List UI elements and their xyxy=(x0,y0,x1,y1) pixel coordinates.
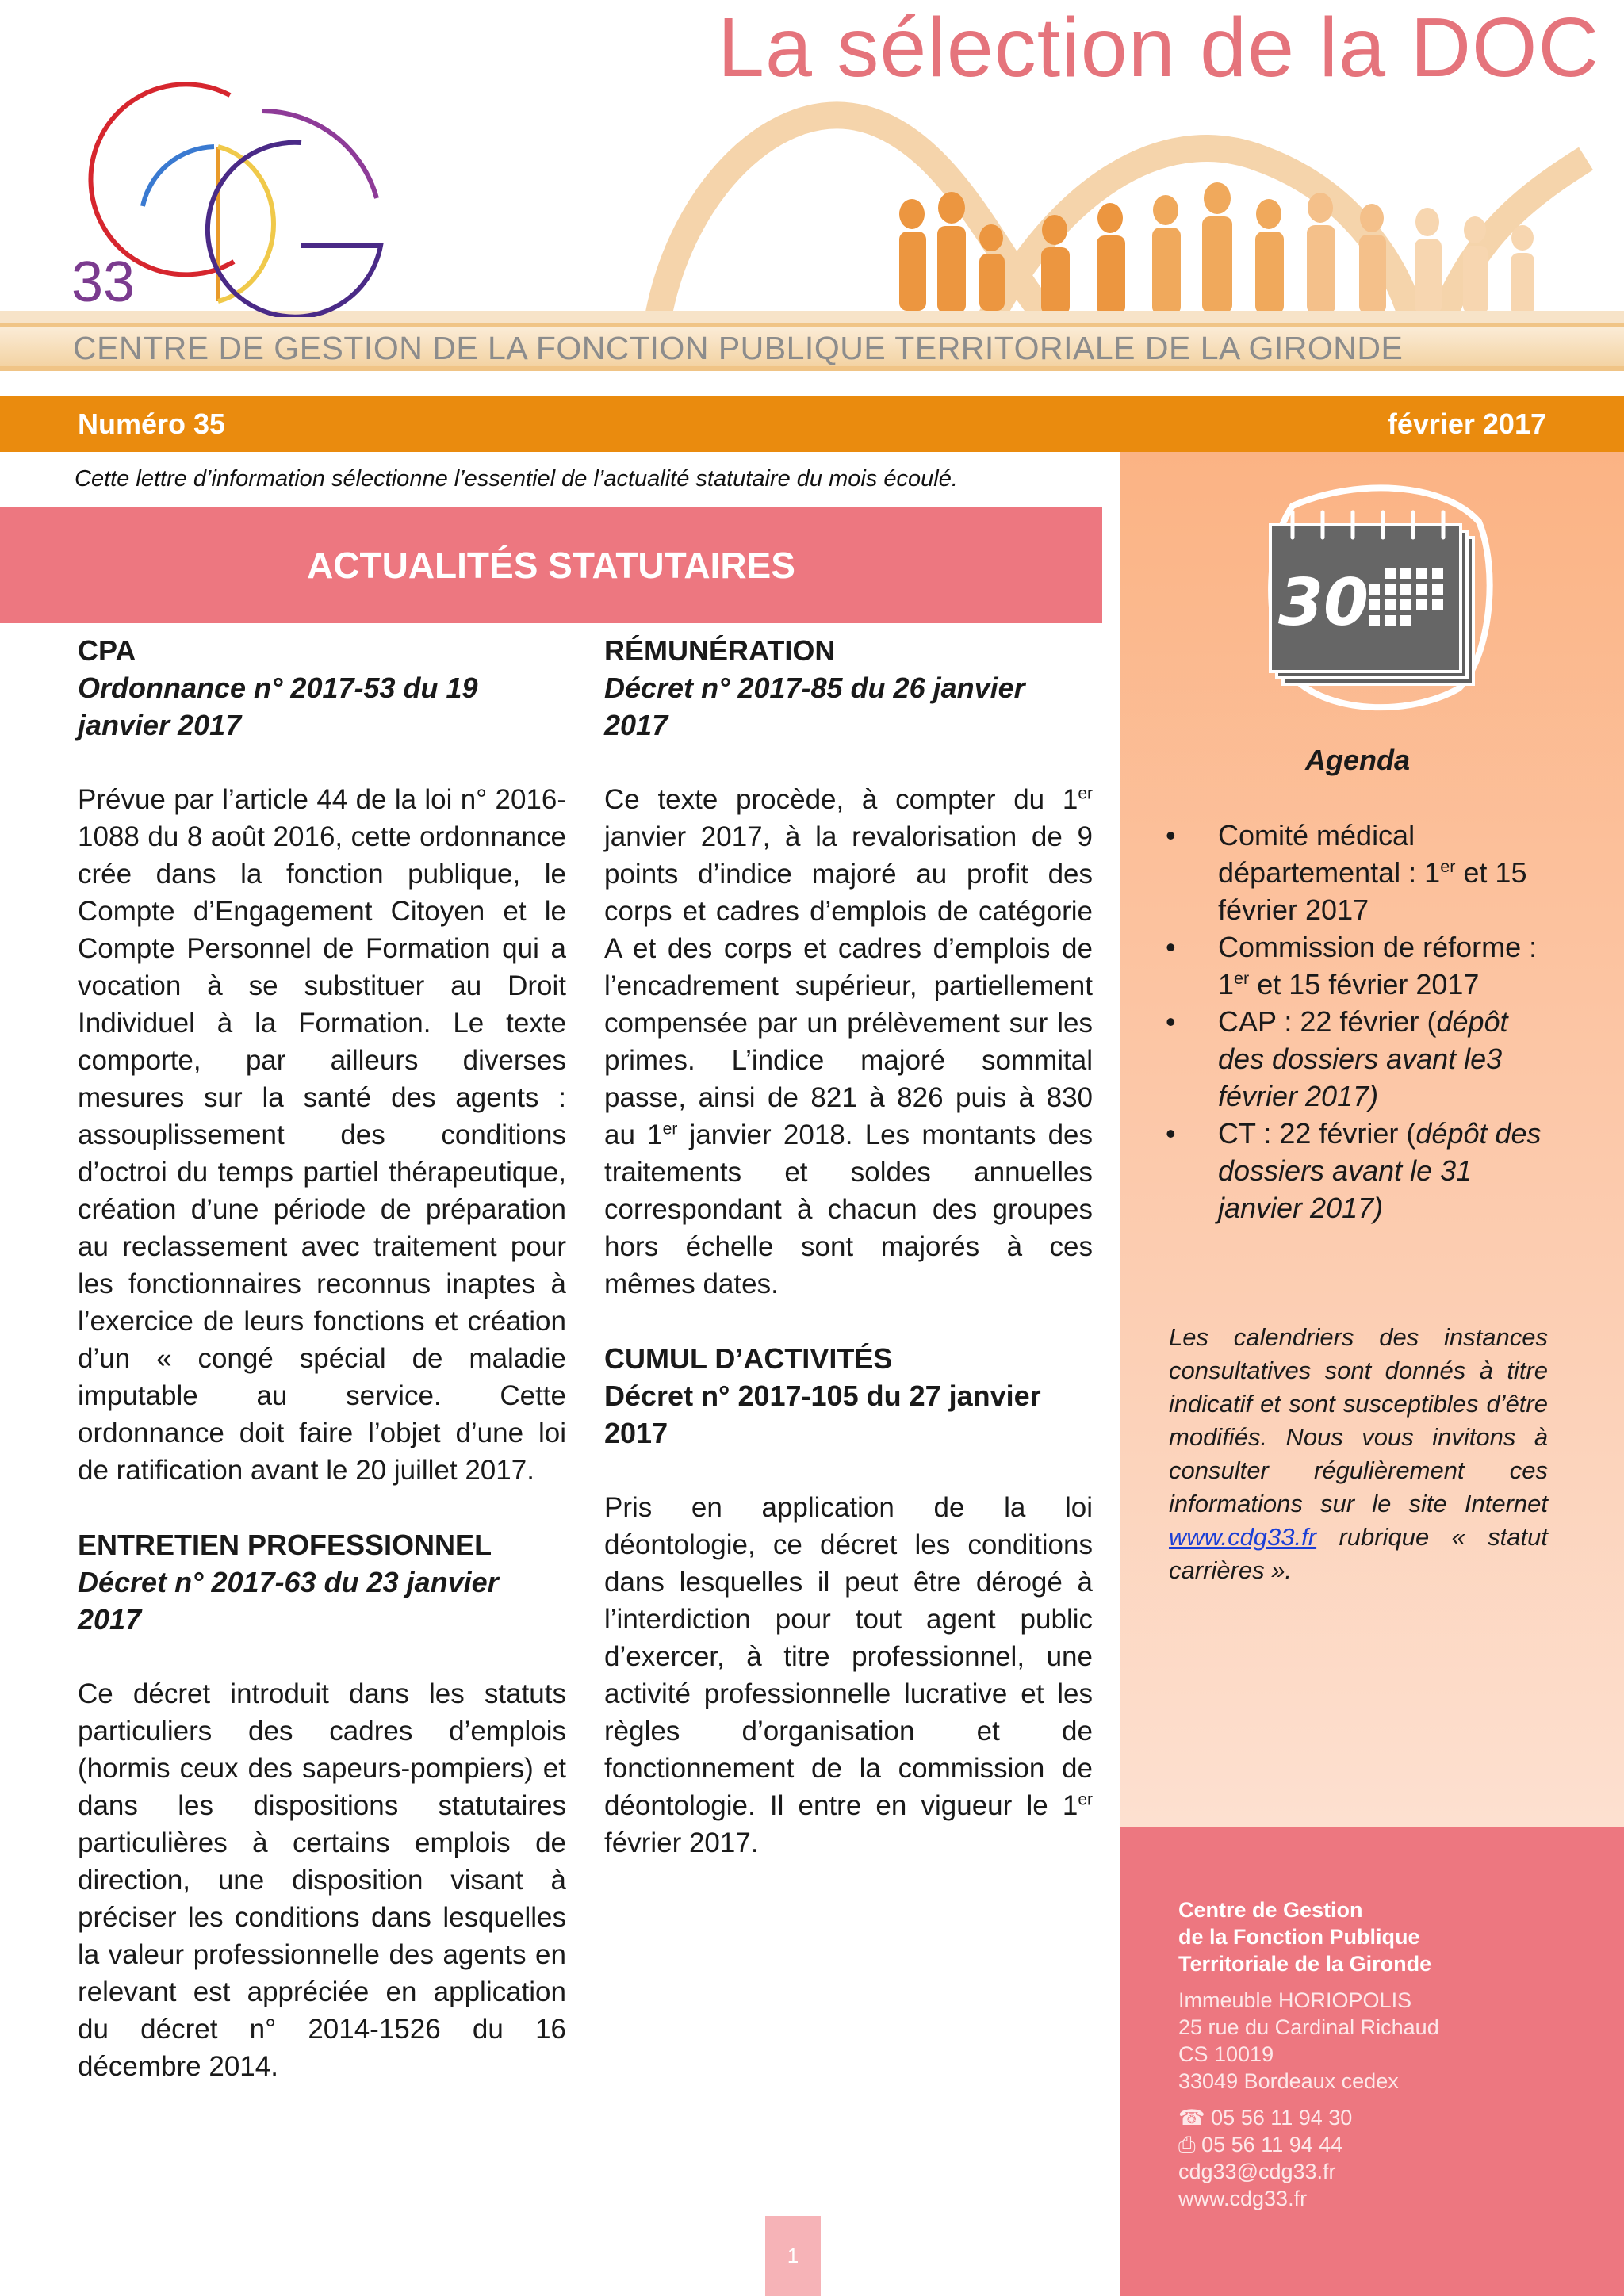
contact-org-line: Territoriale de la Gironde xyxy=(1178,1952,1432,1976)
article-entretien-heading: ENTRETIEN PROFESSIONNEL xyxy=(78,1529,492,1561)
calendar-number: 30 xyxy=(1278,565,1369,641)
article-cpa-heading: CPA xyxy=(78,634,136,667)
issue-number: Numéro 35 xyxy=(78,408,226,440)
agenda-list xyxy=(1166,817,1554,1226)
contact-phone: ☎ 05 56 11 94 30 xyxy=(1178,2106,1353,2130)
article-cumul-heading: CUMUL D’ACTIVITÉS xyxy=(604,1342,893,1375)
article-remuneration-body: Ce texte procède, à compter du 1er janvier 2017, à la revalorisation de 9 points d’indice majoré au profit des corps et cadres d’emplois de catégorie A et des corps et cadres d’emplois de l’encadrement supérieur, partiellement compensée par un prélèvement sur les primes. L’indice majoré sommital passe, ainsi de 821 à 826 puis à 830 au 1er janvier 2018. Les montants des traitements et soldes annuelles correspondant à chacun des groupes hors échelle sont majorés à ces mêmes dates. xyxy=(604,784,1094,1299)
intro-text: Cette lettre d’information sélectionne l’essentiel de l’actualité statutaire du mois écoulé. xyxy=(75,466,958,492)
article-column-right xyxy=(604,632,1093,1862)
contact-email[interactable]: cdg33@cdg33.fr xyxy=(1178,2160,1336,2183)
issue-date: février 2017 xyxy=(1387,408,1546,440)
contact-info xyxy=(1178,1896,1607,2212)
contact-org-line: de la Fonction Publique xyxy=(1178,1925,1420,1949)
banner-title: La sélection de la DOC xyxy=(718,1,1600,94)
contact-website[interactable]: www.cdg33.fr xyxy=(1178,2187,1308,2210)
website-link[interactable]: www.cdg33.fr xyxy=(1169,1523,1317,1551)
article-entretien-body: Ce décret introduit dans les statuts particuliers des cadres d’emplois (hormis ceux des sapeurs-pompiers) et dans les dispositions statutaires particulières à certains emplois de direction, une disposition visant à préciser les conditions dans lesquelles la valeur professionnelle des agents en relevant est appréciée en application du décret n° 2014-1526 du 16 décembre 2014. xyxy=(78,1678,566,2082)
article-cumul-subheading: Décret n° 2017-105 du 27 janvier 2017 xyxy=(604,1380,1041,1449)
contact-address-line: 25 rue du Cardinal Richaud xyxy=(1178,2015,1439,2039)
article-remuneration-subheading: Décret n° 2017-85 du 26 janvier 2017 xyxy=(604,672,1025,741)
cdg33-logo xyxy=(63,63,396,317)
agenda-item: • Commission de réforme : 1er et 15 février 2017 xyxy=(1166,928,1554,1003)
contact-org-line: Centre de Gestion xyxy=(1178,1898,1363,1922)
section-banner: ACTUALITÉS STATUTAIRES xyxy=(0,507,1102,623)
fax-icon: ⎙ xyxy=(1178,2133,1196,2156)
article-entretien-subheading: Décret n° 2017-63 du 23 janvier 2017 xyxy=(78,1566,499,1636)
phone-icon: ☎ xyxy=(1178,2106,1205,2130)
issue-bar xyxy=(0,396,1624,452)
agenda-item: • CT : 22 février (dépôt des dossiers avant le 31 janvier 2017) xyxy=(1166,1115,1554,1226)
article-remuneration-heading: RÉMUNÉRATION xyxy=(604,634,836,667)
contact-fax: ⎙ 05 56 11 94 44 xyxy=(1178,2133,1343,2156)
article-column-left xyxy=(78,632,566,2085)
logo-number: 33 xyxy=(71,251,136,314)
article-cpa-subheading: Ordonnance n° 2017-53 du 19 janvier 2017 xyxy=(78,672,478,741)
article-cumul-body: Pris en application de la loi déontologie, ce décret les conditions dans lesquelles il peut être dérogé à l’interdiction pour tout agent public d’exercer, à titre professionnel, une activité professionnelle lucrative et les règles d’organisation et de fonctionnement de la commission de déontologie. Il entre en vigueur le 1er février 2017. xyxy=(604,1492,1093,1858)
agenda-item: • Comité médical départemental : 1er et 15 février 2017 xyxy=(1166,817,1554,928)
article-cpa-body: Prévue par l’article 44 de la loi n° 2016-1088 du 8 août 2016, cette ordonnance crée dans la fonction publique, le Compte d’Engagement Citoyen et le Compte Personnel de Formation qui a vocation à se substituer au Droit Individuel à la Formation. Le texte comporte, par ailleurs diverses mesures sur la santé des agents : assouplissement des conditions d’octroi du temps partiel thérapeutique, création d’une période de préparation au reclassement avec traitement pour les fonctionnaires reconnus inaptes à l’exercice de leurs fonctions et création d’un « congé spécial de maladie imputable au service. Cette ordonnance doit faire l’objet d’une loi de ratification avant le 20 juillet 2017. xyxy=(78,784,566,1486)
page-number: 1 xyxy=(765,2216,821,2296)
calendar-icon xyxy=(1261,474,1499,720)
organization-subtitle: CENTRE DE GESTION DE LA FONCTION PUBLIQUE TERRITORIALE DE LA GIRONDE xyxy=(73,330,1404,366)
agenda-title: Agenda xyxy=(1304,744,1410,776)
contact-address-line: CS 10019 xyxy=(1178,2042,1274,2066)
contact-address-line: 33049 Bordeaux cedex xyxy=(1178,2069,1399,2093)
sidebar-note: Les calendriers des instances consultatives sont donnés à titre indicatif et sont susceptibles d’être modifiés. Nous vous invitons à consulter régulièrement ces informations sur le site Internet www.cdg33.fr rubrique « statut carrières ». xyxy=(1169,1323,1548,1584)
contact-address-line: Immeuble HORIOPOLIS xyxy=(1178,1988,1412,2012)
agenda-item: • CAP : 22 février (dépôt des dossiers avant le3 février 2017) xyxy=(1166,1003,1554,1115)
